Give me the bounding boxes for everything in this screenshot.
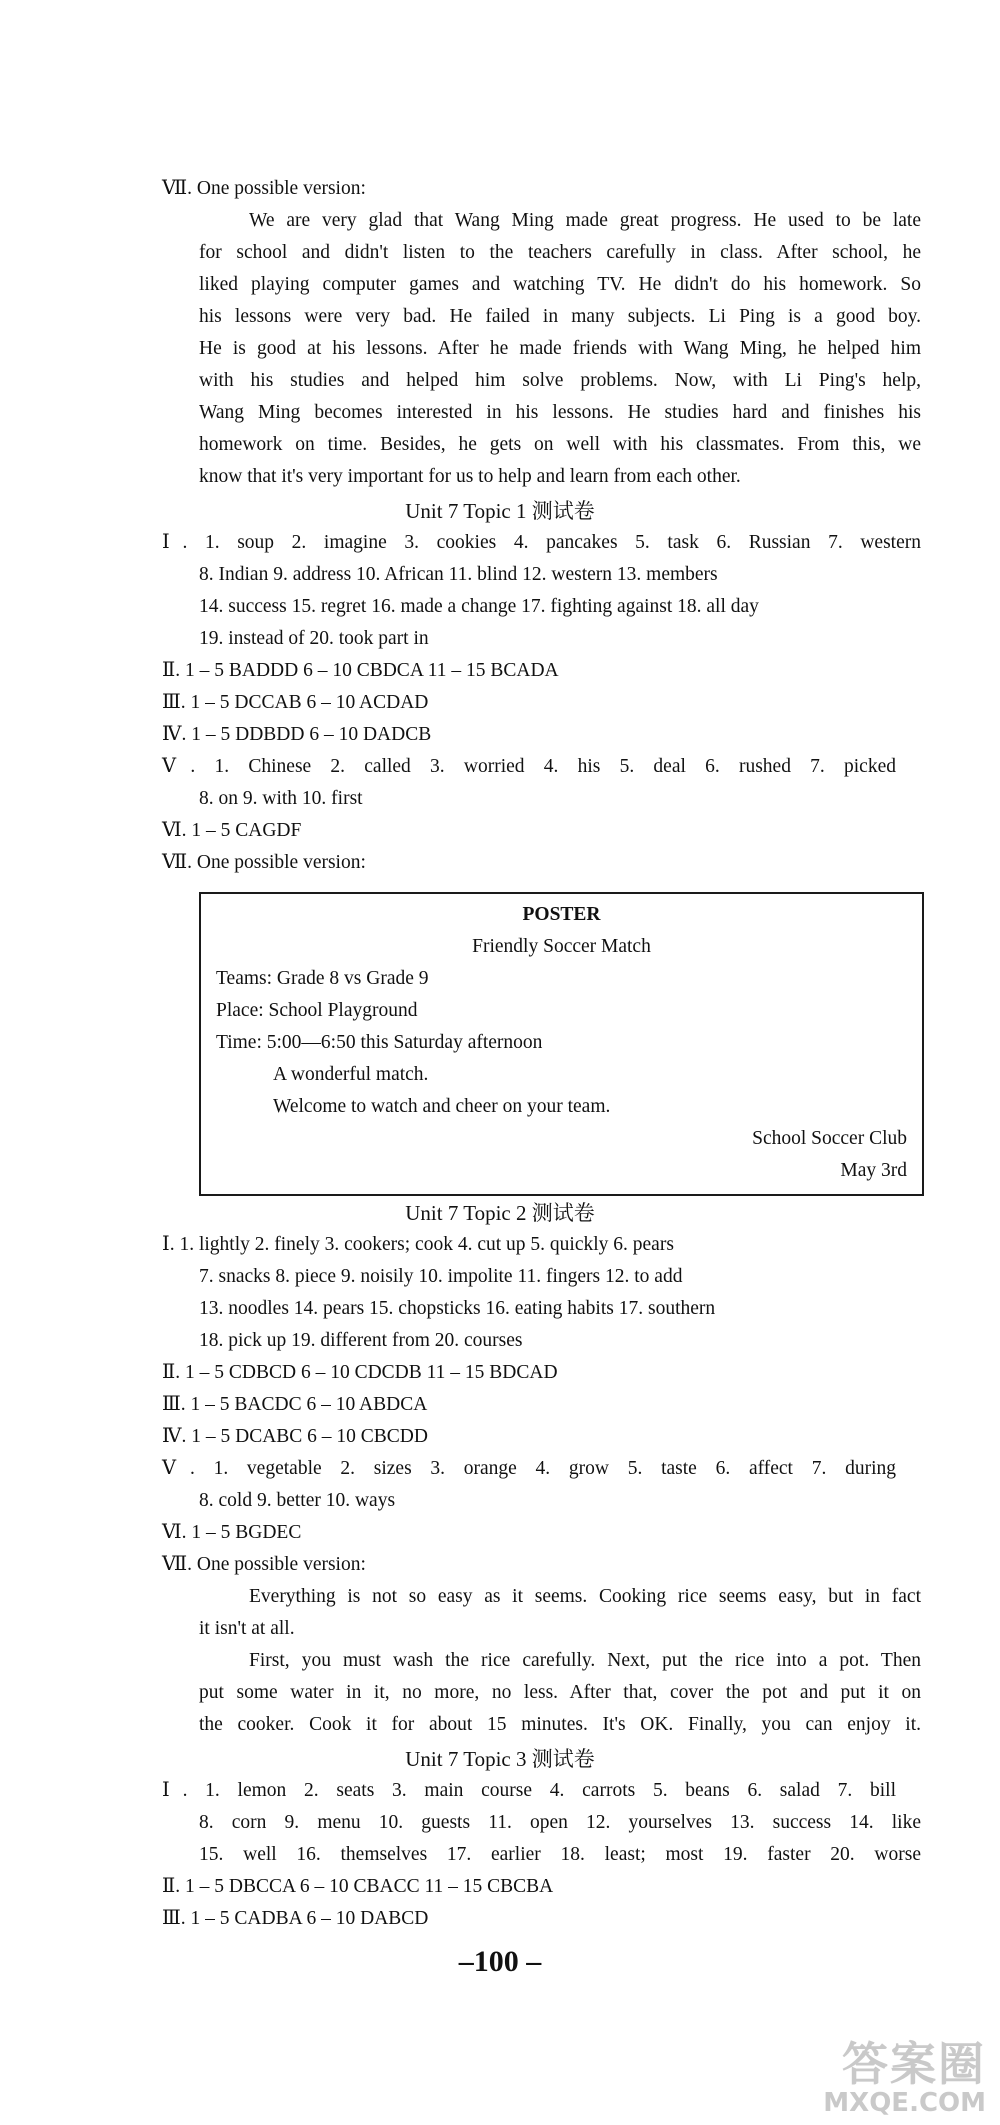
poster-subtitle: Friendly Soccer Match (472, 936, 651, 957)
answer-line: Ⅰ. 1. lemon 2. seats 3. main course 4. carrots 5. beans 6. salad 7. bill (162, 1780, 896, 1801)
answer-line: Ⅱ. 1 – 5 CDBCD 6 – 10 CDCDB 11 – 15 BDCAD (162, 1362, 558, 1383)
answer-line: 19. instead of 20. took part in (199, 628, 429, 649)
poster-title: POSTER (522, 904, 601, 925)
essay-line: it isn't at all. (199, 1618, 295, 1639)
answer-line: 18. pick up 19. different from 20. courses (199, 1330, 523, 1351)
poster-time: Time: 5:00—6:50 this Saturday afternoon (216, 1032, 543, 1053)
answer-line: 15. well 16. themselves 17. earlier 18. least; most 19. faster 20. worse (199, 1844, 921, 1865)
essay-line: We are very glad that Wang Ming made great progress. He used to be late (249, 210, 921, 231)
essay-line: Everything is not so easy as it seems. Cooking rice seems easy, but in fact (249, 1586, 921, 1607)
poster-line: Welcome to watch and cheer on your team. (273, 1096, 611, 1117)
answer-line: Ⅰ. 1. soup 2. imagine 3. cookies 4. pancakes 5. task 6. Russian 7. western (162, 532, 921, 553)
essay-line: the cooker. Cook it for about 15 minutes. It's OK. Finally, you can enjoy it. (199, 1714, 921, 1735)
answer-line: 8. corn 9. menu 10. guests 11. open 12. yourselves 13. success 14. like (199, 1812, 921, 1833)
poster-club: School Soccer Club (752, 1128, 907, 1149)
watermark (823, 2039, 986, 2117)
poster-place: Place: School Playground (216, 1000, 418, 1021)
essay-line: Wang Ming becomes interested in his lessons. He studies hard and finishes his (199, 402, 921, 423)
answer-line: 7. snacks 8. piece 9. noisily 10. impolite 11. fingers 12. to add (199, 1266, 683, 1287)
answer-line: Ⅲ. 1 – 5 DCCAB 6 – 10 ACDAD (162, 692, 429, 713)
answer-line: 8. cold 9. better 10. ways (199, 1490, 396, 1511)
section-vii-header: Ⅶ. One possible version: (162, 852, 366, 873)
answer-line: 13. noodles 14. pears 15. chopsticks 16. eating habits 17. southern (199, 1298, 716, 1319)
poster-teams: Teams: Grade 8 vs Grade 9 (216, 968, 429, 989)
topic1-heading: Unit 7 Topic 1 测试卷 (405, 499, 595, 523)
answer-line: Ⅱ. 1 – 5 DBCCA 6 – 10 CBACC 11 – 15 CBCBA (162, 1876, 554, 1897)
section-vii-header: Ⅶ. One possible version: (162, 178, 366, 199)
answer-line: Ⅴ. 1. vegetable 2. sizes 3. orange 4. grow 5. taste 6. affect 7. during (162, 1458, 896, 1479)
poster-date: May 3rd (840, 1160, 907, 1181)
poster-box (199, 892, 924, 1196)
answer-line: 14. success 15. regret 16. made a change 17. fighting against 18. all day (199, 596, 759, 617)
essay-line: put some water in it, no more, no less. After that, cover the pot and put it on (199, 1682, 921, 1703)
essay-line: with his studies and helped him solve problems. Now, with Li Ping's help, (199, 370, 921, 391)
watermark-site: MXQE.COM (823, 2088, 986, 2118)
essay-line: homework on time. Besides, he gets on well with his classmates. From this, we (199, 434, 921, 455)
answer-line: 8. Indian 9. address 10. African 11. blind 12. western 13. members (199, 564, 718, 585)
answer-line: Ⅳ. 1 – 5 DCABC 6 – 10 CBCDD (162, 1426, 428, 1447)
answer-line: Ⅲ. 1 – 5 CADBA 6 – 10 DABCD (162, 1908, 429, 1929)
page-number: –100 – (458, 1945, 542, 1978)
answer-line: Ⅳ. 1 – 5 DDBDD 6 – 10 DADCB (162, 724, 432, 745)
answer-line: Ⅰ. 1. lightly 2. finely 3. cookers; cook 4. cut up 5. quickly 6. pears (162, 1234, 674, 1255)
essay-line: He is good at his lessons. After he made friends with Wang Ming, he helped him (199, 338, 921, 359)
answer-line: Ⅲ. 1 – 5 BACDC 6 – 10 ABDCA (162, 1394, 428, 1415)
topic3-heading: Unit 7 Topic 3 测试卷 (405, 1747, 595, 1771)
section-vii-header: Ⅶ. One possible version: (162, 1554, 366, 1575)
answer-line: 8. on 9. with 10. first (199, 788, 363, 809)
essay-line: for school and didn't listen to the teachers carefully in class. After school, he (199, 242, 921, 263)
poster-line: A wonderful match. (273, 1064, 429, 1085)
essay-line: know that it's very important for us to help and learn from each other. (199, 466, 741, 487)
answer-line: Ⅵ. 1 – 5 BGDEC (162, 1522, 302, 1543)
essay-line: First, you must wash the rice carefully. Next, put the rice into a pot. Then (249, 1650, 921, 1671)
topic2-heading: Unit 7 Topic 2 测试卷 (405, 1201, 595, 1225)
watermark-logo: 答案圈 (842, 2037, 986, 2091)
essay-line: his lessons were very bad. He failed in many subjects. Li Ping is a good boy. (199, 306, 921, 327)
answer-line: Ⅵ. 1 – 5 CAGDF (162, 820, 302, 841)
essay-line: liked playing computer games and watching TV. He didn't do his homework. So (199, 274, 921, 295)
answer-line: Ⅱ. 1 – 5 BADDD 6 – 10 CBDCA 11 – 15 BCADA (162, 660, 559, 681)
answer-line: Ⅴ. 1. Chinese 2. called 3. worried 4. his 5. deal 6. rushed 7. picked (162, 756, 896, 777)
